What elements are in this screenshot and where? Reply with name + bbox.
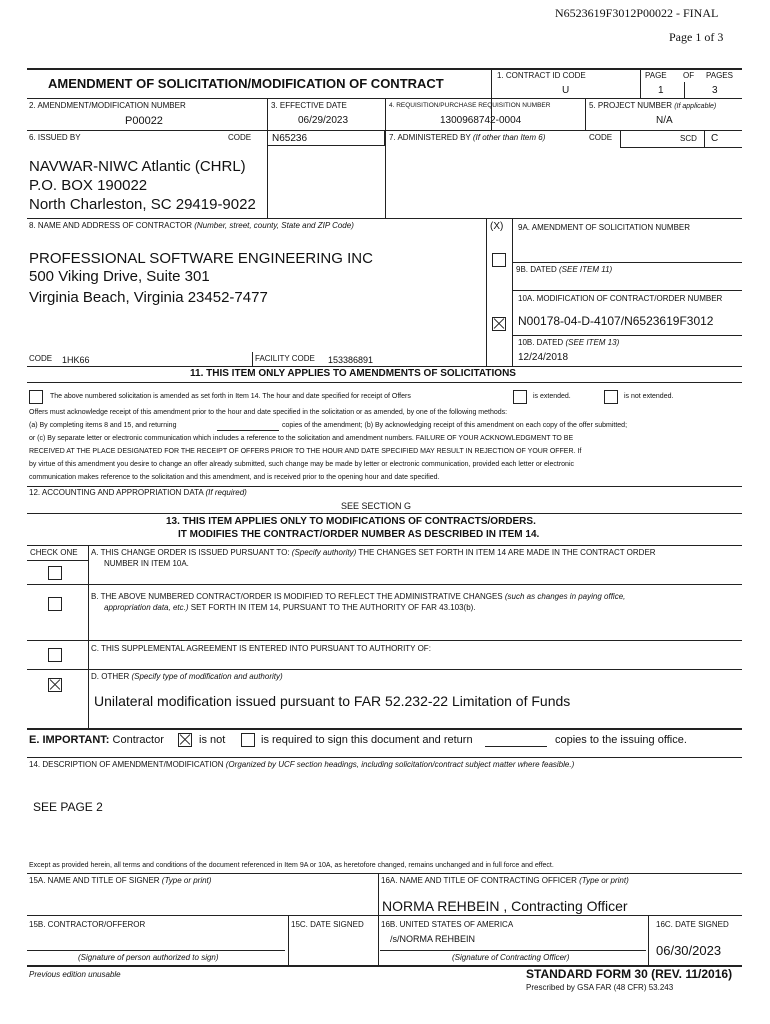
contract-dated-label: 10B. DATED (SEE ITEM 13) [518, 338, 620, 347]
section-11-p3: or (c) By separate letter or electronic communication which includes a reference to the solicitation and amendment numbers. FAILURE OF YOUR ACKNOWLEDGMENT TO BE [29, 435, 574, 442]
standard-form-label: STANDARD FORM 30 (REV. 11/2016) [526, 967, 733, 981]
amendment-number-value: P00022 [125, 115, 163, 127]
contract-id-code-value: U [562, 85, 570, 96]
contractor-date-signed-label: 15C. DATE SIGNED [291, 920, 364, 929]
section-11-p2b: copies of the amendment; (b) By acknowledging receipt of this amendment on each copy of the offer submitted; [282, 422, 628, 429]
contractor-offeror-label: 15B. CONTRACTOR/OFFEROR [29, 920, 146, 929]
section-11-title: 11. THIS ITEM ONLY APPLIES TO AMENDMENTS OF SOLICITATIONS [190, 368, 516, 379]
is-not-extended-checkbox[interactable] [604, 390, 618, 404]
option-b-text-2: appropriation data, etc.) SET FORTH IN ITEM 14, PURSUANT TO THE AUTHORITY OF FAR 43.103(b). [104, 603, 476, 612]
description-value: SEE PAGE 2 [33, 800, 103, 814]
accounting-data-value: SEE SECTION G [341, 501, 412, 511]
option-d-value: Unilateral modification issued pursuant to FAR 52.232-22 Limitation of Funds [94, 693, 571, 709]
contract-order-number-value: N00178-04-D-4107/N6523619F3012 [518, 314, 714, 328]
amendment-number-label: 2. AMENDMENT/MODIFICATION NUMBER [29, 101, 186, 110]
contractor-code-label: CODE [29, 354, 53, 363]
offer-receipt-checkbox[interactable] [29, 390, 43, 404]
is-extended-label: is extended. [533, 393, 571, 400]
contractor-line-3: Virginia Beach, Virginia 23452-7477 [29, 289, 268, 306]
is-extended-checkbox[interactable] [513, 390, 527, 404]
page-indicator: Page 1 of 3 [669, 30, 724, 44]
officer-signature-value: /s/NORMA REHBEIN [390, 934, 476, 944]
signer-name-label: 15A. NAME AND TITLE OF SIGNER (Type or print) [29, 876, 212, 885]
facility-code-value: 153386891 [328, 355, 374, 365]
pages-label: PAGES [706, 71, 733, 80]
issued-by-code-label: CODE [228, 133, 252, 142]
section-11-p2a: (a) By completing items 8 and 15, and returning [29, 422, 177, 429]
contractor-line-1: PROFESSIONAL SOFTWARE ENGINEERING INC [29, 250, 373, 267]
option-a-text-2: NUMBER IN ITEM 10A. [104, 559, 189, 568]
section-13-title-1: 13. THIS ITEM APPLIES ONLY TO MODIFICATIONS OF CONTRACTS/ORDERS. [166, 516, 536, 527]
section-11-p4: RECEIVED AT THE PLACE DESIGNATED FOR THE RECEIPT OF OFFERS PRIOR TO THE HOUR AND DATE SPECIFIED MAY RESULT IN REJECTION OF YOUR OFFER. If [29, 448, 582, 455]
facility-code-label: FACILITY CODE [255, 354, 315, 363]
option-c-checkbox[interactable] [48, 648, 62, 662]
usa-label: 16B. UNITED STATES OF AMERICA [381, 920, 514, 929]
of-label: OF [683, 71, 695, 80]
contract-modification-checkbox[interactable] [492, 317, 506, 331]
effective-date-value: 06/29/2023 [298, 115, 349, 126]
document-id: N6523619F3012P00022 - FINAL [555, 6, 719, 20]
section-11-line-1: The above numbered solicitation is amended as set forth in Item 14. The hour and date specified for receipt of Offers [50, 393, 411, 400]
solicitation-number-label: 9A. AMENDMENT OF SOLICITATION NUMBER [518, 223, 691, 232]
issued-by-code-value: N65236 [272, 133, 308, 144]
prescribed-by-note: Prescribed by GSA FAR (48 CFR) 53.243 [526, 983, 674, 992]
copies-blank[interactable] [485, 746, 547, 747]
accounting-data-label: 12. ACCOUNTING AND APPROPRIATION DATA (If required) [29, 488, 247, 497]
contractor-line-2: 500 Viking Drive, Suite 301 [29, 268, 210, 285]
option-a-text-1: A. THIS CHANGE ORDER IS ISSUED PURSUANT TO: (Specify authority) THE CHANGES SET FORTH IN ITEM 14 ARE MADE IN THE CONTRACT ORDER [91, 548, 656, 557]
section-11-p5: by virtue of this amendment you desire to change an offer already submitted, such change may be made by letter or electronic communication, provided each letter or electronic [29, 461, 574, 468]
form-title: AMENDMENT OF SOLICITATION/MODIFICATION OF CONTRACT [48, 76, 444, 91]
issued-by-line-3: North Charleston, SC 29419-9022 [29, 196, 256, 213]
officer-signature-note: (Signature of Contracting Officer) [452, 953, 570, 962]
contractor-label: 8. NAME AND ADDRESS OF CONTRACTOR (Number, street, county, State and ZIP Code) [29, 221, 354, 230]
except-statement: Except as provided herein, all terms and conditions of the document referenced in Item 9A or 10A, as heretofore changed, remains unchanged and in full force and effect. [29, 862, 554, 869]
pages-value: 3 [712, 85, 718, 96]
is-not-checkbox[interactable] [178, 733, 192, 747]
officer-date-signed-value: 06/30/2023 [656, 943, 722, 958]
x-column-label: (X) [490, 221, 504, 232]
option-c-text: C. THIS SUPPLEMENTAL AGREEMENT IS ENTERED INTO PURSUANT TO AUTHORITY OF: [91, 644, 431, 653]
page-label: PAGE [645, 71, 667, 80]
issued-by-line-1: NAVWAR-NIWC Atlantic (CHRL) [29, 158, 246, 175]
effective-date-label: 3. EFFECTIVE DATE [271, 101, 347, 110]
section-13-title-2: IT MODIFIES THE CONTRACT/ORDER NUMBER AS DESCRIBED IN ITEM 14. [178, 529, 540, 540]
option-a-checkbox[interactable] [48, 566, 62, 580]
administered-by-code-label: CODE [589, 133, 613, 142]
contracting-officer-value: NORMA REHBEIN , Contracting Officer [382, 898, 628, 914]
solicitation-dated-label: 9B. DATED (SEE ITEM 11) [516, 265, 613, 274]
contractor-code-value: 1HK66 [62, 355, 90, 365]
requisition-number-value: 1300968742-0004 [440, 115, 522, 126]
issued-by-line-2: P.O. BOX 190022 [29, 177, 148, 194]
is-not-label: is not [199, 734, 226, 746]
administered-by-label: 7. ADMINISTERED BY (If other than Item 6) [389, 133, 546, 142]
issued-by-label: 6. ISSUED BY [29, 133, 81, 142]
option-b-text-1: B. THE ABOVE NUMBERED CONTRACT/ORDER IS MODIFIED TO REFLECT THE ADMINISTRATIVE CHANGES (such as changes in paying office, [91, 592, 626, 601]
scd-value: C [711, 133, 719, 144]
contract-dated-value: 12/24/2018 [518, 352, 569, 363]
option-d-checkbox[interactable] [48, 678, 62, 692]
project-number-value: N/A [656, 115, 673, 126]
is-required-label: is required to sign this document and return [261, 734, 473, 746]
option-d-label: D. OTHER (Specify type of modification and authority) [91, 672, 283, 681]
requisition-number-label: 4. REQUISITION/PURCHASE REQUISITION NUMBER [389, 102, 551, 109]
page-value: 1 [658, 85, 664, 96]
contractor-signature-note: (Signature of person authorized to sign) [78, 953, 219, 962]
copies-returned-blank[interactable] [217, 430, 279, 431]
contract-id-code-label: 1. CONTRACT ID CODE [497, 71, 586, 80]
is-required-checkbox[interactable] [241, 733, 255, 747]
officer-date-signed-label: 16C. DATE SIGNED [656, 920, 729, 929]
previous-edition-note: Previous edition unusable [29, 970, 121, 979]
solicitation-amendment-checkbox[interactable] [492, 253, 506, 267]
is-not-extended-label: is not extended. [624, 393, 674, 400]
copies-label: copies to the issuing office. [555, 734, 687, 746]
section-11-p1: Offers must acknowledge receipt of this amendment prior to the hour and date specified in the solicitation or as amended, by one of the following methods: [29, 409, 508, 416]
description-label: 14. DESCRIPTION OF AMENDMENT/MODIFICATION (Organized by UCF section headings, including solicitation/contract subject matter where feasible.) [29, 760, 575, 769]
project-number-label: 5. PROJECT NUMBER (If applicable) [589, 101, 717, 110]
important-line: E. IMPORTANT: Contractor [29, 734, 164, 746]
contract-order-number-label: 10A. MODIFICATION OF CONTRACT/ORDER NUMBER [518, 294, 723, 303]
contracting-officer-label: 16A. NAME AND TITLE OF CONTRACTING OFFICER (Type or print) [381, 876, 629, 885]
option-b-checkbox[interactable] [48, 597, 62, 611]
scd-label: SCD [680, 134, 697, 143]
check-one-label: CHECK ONE [30, 548, 78, 557]
section-11-p6: communication makes reference to the solicitation and this amendment, and is received prior to the opening hour and date specified. [29, 474, 440, 481]
